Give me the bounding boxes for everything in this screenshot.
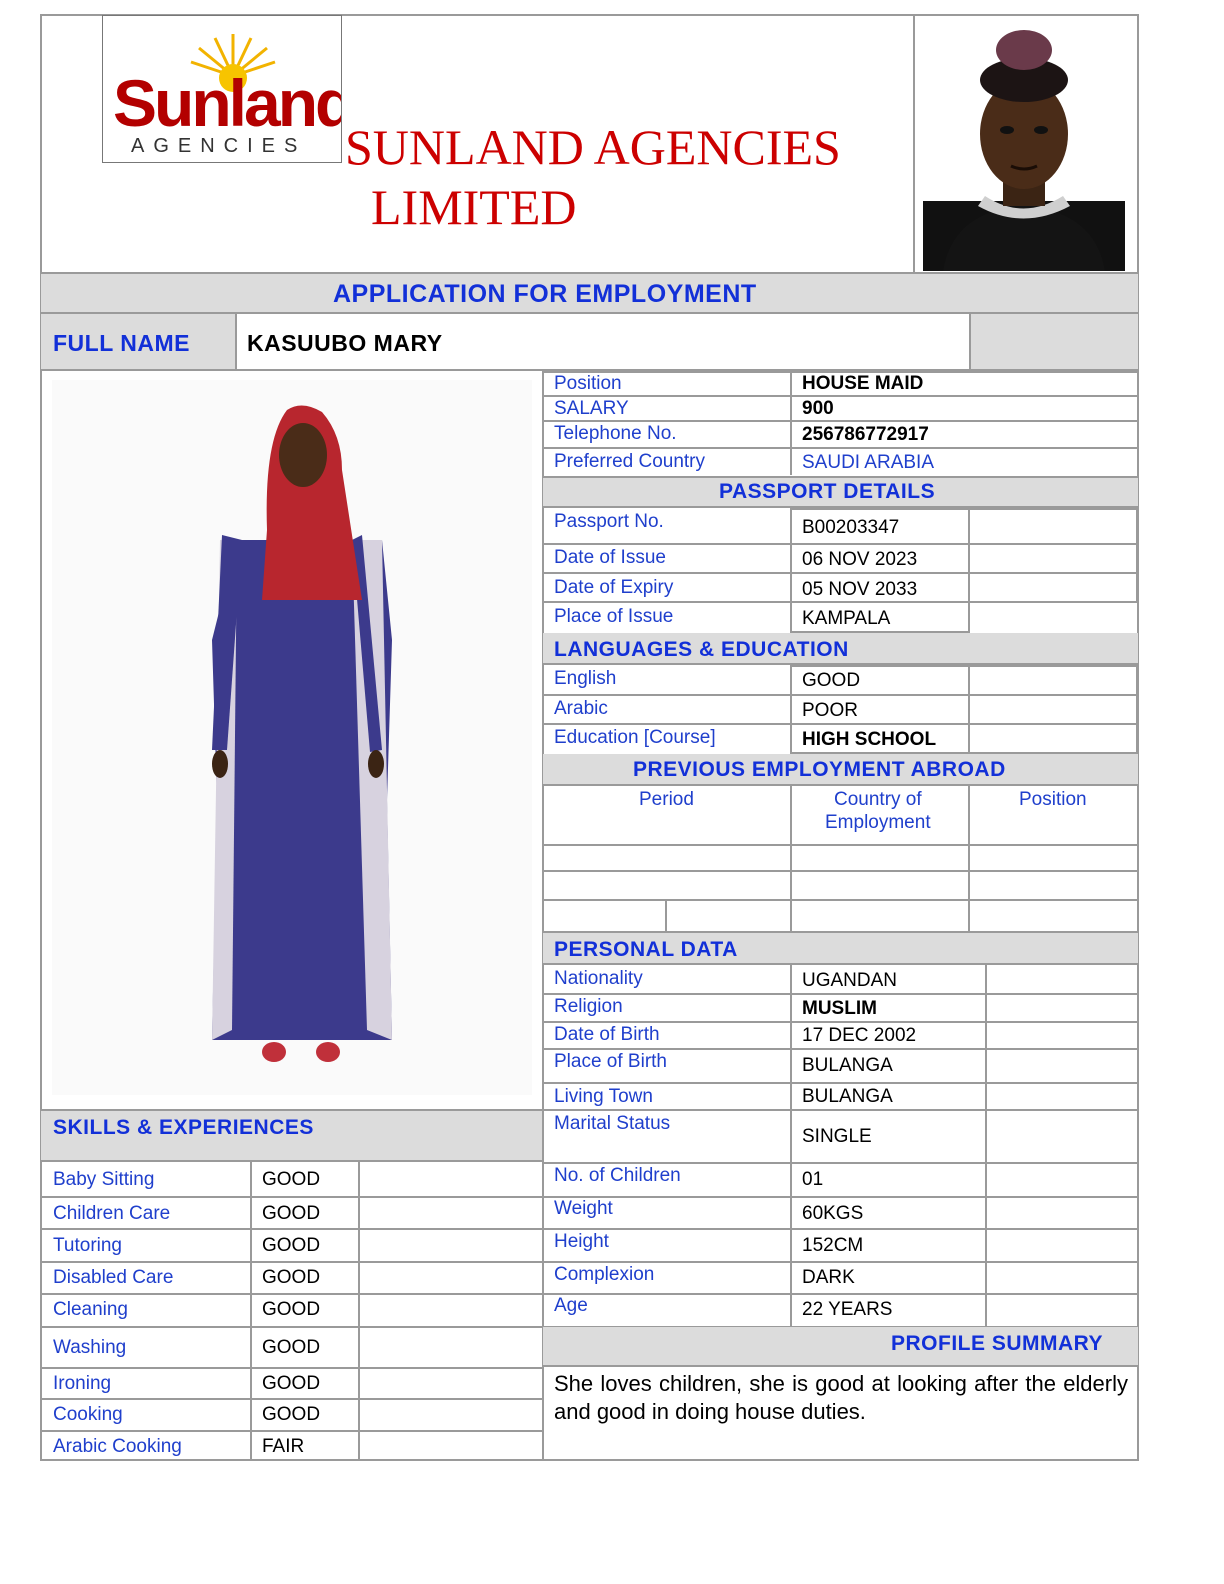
detail-value-telephone: 256786772917: [802, 424, 929, 445]
personal-label-pob: Place of Birth: [554, 1051, 667, 1072]
sun-logo-icon: [103, 16, 341, 162]
prev-employment-title: PREVIOUS EMPLOYMENT ABROAD: [633, 758, 1006, 781]
profile-summary-text: She loves children, she is good at looking after the elderly and good in doing house duties.: [554, 1371, 1128, 1424]
languages-title: LANGUAGES & EDUCATION: [554, 638, 849, 661]
svg-text:AGENCIES: AGENCIES: [131, 135, 307, 157]
passport-label-place: Place of Issue: [554, 606, 674, 627]
detail-label-telephone: Telephone No.: [554, 423, 677, 444]
applicant-full-body-photo: [52, 380, 532, 1095]
skill-label-babysitting: Baby Sitting: [53, 1169, 155, 1190]
full-name-blank-cell: [970, 314, 1138, 370]
skills-line-8: [41, 1430, 542, 1432]
skill-label-childrencare: Children Care: [53, 1203, 171, 1224]
skill-value-ironing: GOOD: [262, 1373, 321, 1394]
lang-line-b: [542, 723, 792, 725]
passport-title: PASSPORT DETAILS: [719, 480, 936, 503]
skill-value-disabledcare: GOOD: [262, 1267, 321, 1288]
company-logo: [102, 15, 342, 163]
lang-value-arabic: POOR: [802, 700, 858, 721]
personal-line-7: [542, 1196, 1138, 1198]
details-divider: [790, 371, 792, 475]
full-name-value: KASUUBO MARY: [247, 330, 443, 356]
personal-value-pob: BULANGA: [802, 1055, 893, 1076]
lang-label-education: Education [Course]: [554, 727, 716, 748]
skill-value-arabiccooking: FAIR: [262, 1436, 305, 1457]
personal-label-children: No. of Children: [554, 1165, 681, 1186]
personal-value-children: 01: [802, 1169, 824, 1190]
passport-line-a: [542, 543, 792, 545]
personal-line-4: [542, 1082, 1138, 1084]
detail-label-country: Preferred Country: [554, 451, 706, 472]
personal-line-9: [542, 1261, 1138, 1263]
personal-value-marital: SINGLE: [802, 1126, 872, 1147]
skills-divider-2: [358, 1162, 360, 1461]
prev-emp-divider-2: [968, 786, 970, 932]
personal-line-8: [542, 1228, 1138, 1230]
prev-emp-header-country: Country of: [834, 789, 922, 810]
lang-blank-1: [968, 665, 1138, 696]
skill-value-washing: GOOD: [262, 1337, 321, 1358]
prev-emp-header-period: Period: [639, 789, 694, 810]
lang-value-education: HIGH SCHOOL: [802, 729, 937, 750]
passport-label-number: Passport No.: [554, 511, 664, 532]
personal-divider-1: [790, 965, 792, 1326]
details-line-1: [542, 395, 1138, 397]
prev-emp-line-a: [542, 844, 1138, 846]
passport-value-issue: 06 NOV 2023: [802, 549, 918, 570]
personal-label-age: Age: [554, 1295, 588, 1316]
personal-label-dob: Date of Birth: [554, 1024, 660, 1045]
personal-label-weight: Weight: [554, 1198, 613, 1219]
personal-label-town: Living Town: [554, 1086, 653, 1107]
prev-emp-header-employment: Employment: [825, 812, 931, 833]
skill-label-cleaning: Cleaning: [53, 1299, 128, 1320]
form-title: APPLICATION FOR EMPLOYMENT: [333, 280, 757, 308]
details-line-2: [542, 420, 1138, 422]
svg-text:Sunland: Sunland: [113, 66, 341, 140]
profile-title: PROFILE SUMMARY: [891, 1332, 1104, 1355]
skill-label-washing: Washing: [53, 1337, 127, 1358]
skill-value-tutoring: GOOD: [262, 1235, 321, 1256]
lang-blank-3: [968, 723, 1138, 754]
skill-value-cleaning: GOOD: [262, 1299, 321, 1320]
header-divider: [913, 14, 915, 272]
passport-line-b: [542, 572, 792, 574]
skill-label-tutoring: Tutoring: [53, 1235, 122, 1256]
skill-value-cooking: GOOD: [262, 1404, 321, 1425]
personal-line-10: [542, 1293, 1138, 1295]
personal-line-3: [542, 1048, 1138, 1050]
passport-value-number: B00203347: [802, 517, 900, 538]
personal-value-complexion: DARK: [802, 1267, 855, 1288]
passport-blank-3: [968, 572, 1138, 603]
prev-emp-header-position: Position: [1019, 789, 1087, 810]
lang-line-a: [542, 694, 792, 696]
personal-value-height: 152CM: [802, 1235, 864, 1256]
personal-line-1: [542, 993, 1138, 995]
skill-value-childrencare: GOOD: [262, 1203, 321, 1224]
skill-value-babysitting: GOOD: [262, 1169, 321, 1190]
detail-label-position: Position: [554, 373, 622, 394]
company-name-line2: LIMITED: [371, 179, 577, 235]
prev-emp-divider-1: [790, 786, 792, 932]
skill-label-ironing: Ironing: [53, 1373, 112, 1394]
passport-label-expiry: Date of Expiry: [554, 577, 674, 598]
detail-value-country: SAUDI ARABIA: [802, 452, 934, 473]
full-name-label: FULL NAME: [53, 330, 190, 356]
full-name-divider2: [969, 314, 971, 370]
personal-label-religion: Religion: [554, 996, 623, 1017]
details-line-3: [542, 447, 1138, 449]
personal-value-weight: 60KGS: [802, 1203, 864, 1224]
detail-value-position: HOUSE MAID: [802, 373, 924, 394]
skills-line-6: [41, 1367, 542, 1369]
left-right-divider: [542, 370, 544, 1461]
passport-blank-1: [968, 508, 1138, 545]
passport-value-expiry: 05 NOV 2033: [802, 579, 918, 600]
personal-value-age: 22 YEARS: [802, 1299, 893, 1320]
personal-label-complexion: Complexion: [554, 1264, 655, 1285]
skill-label-disabledcare: Disabled Care: [53, 1267, 174, 1288]
skills-line-4: [41, 1293, 542, 1295]
skills-divider-1: [250, 1162, 252, 1461]
lang-blank-2: [968, 694, 1138, 725]
applicant-portrait-photo: [923, 16, 1125, 271]
skill-label-cooking: Cooking: [53, 1404, 123, 1425]
lang-label-arabic: Arabic: [554, 698, 608, 719]
company-name-line1: SUNLAND AGENCIES: [345, 119, 841, 175]
skills-line-1: [41, 1196, 542, 1198]
personal-title: PERSONAL DATA: [554, 938, 738, 961]
detail-value-salary: 900: [802, 398, 834, 419]
personal-label-nationality: Nationality: [554, 968, 643, 989]
skills-line-7: [41, 1398, 542, 1400]
skill-label-arabiccooking: Arabic Cooking: [53, 1436, 182, 1457]
lang-value-english: GOOD: [802, 670, 861, 691]
personal-value-nationality: UGANDAN: [802, 970, 898, 991]
personal-line-2: [542, 1021, 1138, 1023]
personal-value-dob: 17 DEC 2002: [802, 1025, 917, 1046]
personal-label-marital: Marital Status: [554, 1113, 671, 1134]
personal-line-5: [542, 1109, 1138, 1111]
detail-label-salary: SALARY: [554, 398, 629, 419]
skills-line-3: [41, 1261, 542, 1263]
skills-line-5: [41, 1326, 542, 1328]
personal-value-religion: MUSLIM: [802, 998, 877, 1019]
passport-blank-2: [968, 543, 1138, 574]
lang-label-english: English: [554, 668, 617, 689]
personal-divider-2: [985, 965, 987, 1326]
skills-line-2: [41, 1228, 542, 1230]
passport-line-c: [542, 601, 792, 603]
prev-emp-divider-3: [665, 900, 667, 932]
skills-title: SKILLS & EXPERIENCES: [53, 1116, 314, 1139]
passport-value-place: KAMPALA: [802, 608, 891, 629]
personal-value-town: BULANGA: [802, 1086, 893, 1107]
prev-emp-line-c: [542, 899, 1138, 901]
passport-label-issue: Date of Issue: [554, 547, 666, 568]
prev-emp-line-b: [542, 870, 1138, 872]
personal-line-6: [542, 1162, 1138, 1164]
full-name-divider: [235, 314, 237, 370]
personal-label-height: Height: [554, 1231, 609, 1252]
